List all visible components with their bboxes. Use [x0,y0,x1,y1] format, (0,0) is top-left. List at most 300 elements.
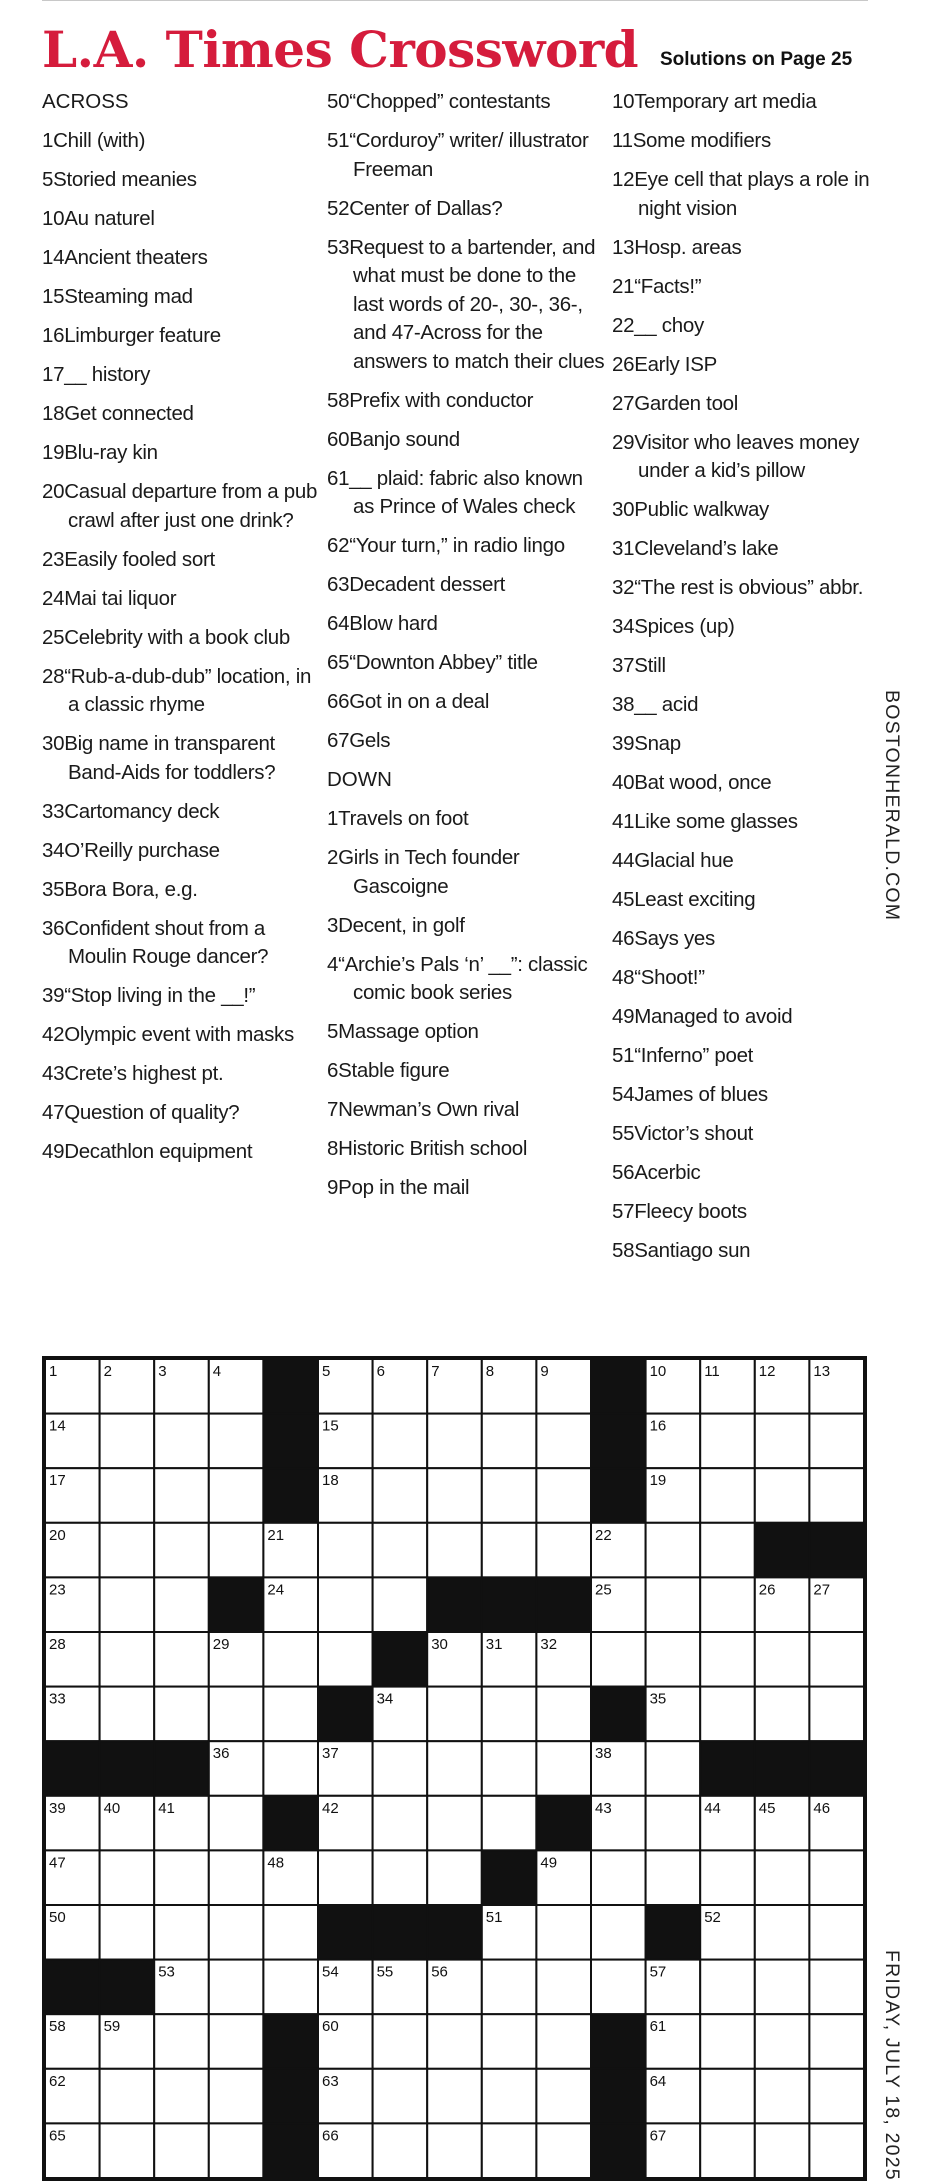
cell-number: 31 [485,1636,503,1653]
grid-cell[interactable] [482,1960,537,2015]
clue-text: Cartomancy deck [64,799,220,823]
black-cell [318,1905,373,1960]
clue-text: Limburger feature [64,324,221,347]
grid-cell[interactable] [427,1741,482,1796]
grid-cell[interactable] [427,1468,482,1523]
grid-cell[interactable] [427,1414,482,1469]
cell-number: 49 [540,1854,558,1872]
grid-cell[interactable] [700,2123,755,2178]
grid-cell[interactable] [209,1687,264,1742]
grid-cell[interactable] [536,1523,591,1578]
grid-cell[interactable] [591,1905,646,1960]
clue-text: “Your turn,” in radio lingo [349,534,565,557]
clue-text: Au naturel [64,207,155,230]
clue-text: “Rub-a-dub-dub” location, in a classic rhyme [64,664,312,716]
clue-number: 43 [42,1062,65,1085]
grid-cell[interactable] [809,1850,864,1905]
clue-number: 10 [42,207,65,230]
clue-text: Decathlon equipment [64,1140,253,1163]
cell-number: 18 [322,1472,339,1490]
clue-item [327,387,609,416]
clue-item [42,663,324,720]
clue-item [42,1138,324,1167]
grid-cell[interactable] [154,1687,209,1742]
grid-cell[interactable] [646,1741,701,1796]
clue-item [612,127,894,156]
grid-cell[interactable] [427,1796,482,1851]
clue-item [327,1174,609,1203]
grid-cell[interactable] [536,1468,591,1523]
black-cell [263,1796,318,1851]
black-cell [591,1687,646,1742]
clue-text: Pop in the mail [338,1176,470,1199]
cell-number: 5 [322,1363,331,1380]
grid-cell[interactable] [700,1523,755,1578]
grid-cell[interactable] [318,1523,373,1578]
clue-number: 23 [42,547,65,571]
grid-cell[interactable] [373,1468,428,1523]
grid-cell[interactable] [100,1632,155,1687]
cell-number: 39 [49,1799,66,1817]
grid-cell[interactable] [427,1850,482,1905]
grid-cell[interactable] [373,1523,428,1578]
grid-cell[interactable] [100,1905,155,1960]
black-cell [427,1577,482,1632]
grid-cell[interactable] [700,2069,755,2124]
grid-cell[interactable] [209,1905,264,1960]
clue-item [327,465,609,522]
clue-number: 33 [42,799,65,823]
clue-text: Least exciting [634,888,756,911]
grid-cell[interactable] [427,2069,482,2124]
black-cell [482,1577,537,1632]
clue-text: “Shoot!” [634,966,705,989]
clue-item [327,844,609,901]
grid-cell[interactable] [809,2014,864,2069]
cell-number: 14 [49,1417,66,1435]
clue-item [42,585,324,614]
grid-cell[interactable] [700,1414,755,1469]
clue-item [42,127,324,156]
clue-item [612,1003,894,1032]
cell-number: 27 [813,1581,831,1599]
clue-number: 67 [327,729,350,752]
clue-number: 5 [42,168,54,191]
clue-number: 64 [327,612,350,635]
grid-cell[interactable] [154,1523,209,1578]
date-side-text: FRIDAY, JULY 18, 2025 [881,1950,903,2181]
clue-number: 13 [612,235,635,259]
grid-cell[interactable] [536,2014,591,2069]
clue-text: __ plaid: fabric also known as Prince of Wales check [349,466,583,518]
grid-cell[interactable] [373,1577,428,1632]
clue-item [42,400,324,429]
clue-item [327,571,609,600]
black-cell [373,1905,428,1960]
grid-cell[interactable] [209,1850,264,1905]
grid-cell[interactable] [318,1577,373,1632]
grid-cell[interactable] [591,1632,646,1687]
grid-cell[interactable] [209,2014,264,2069]
grid-cell[interactable] [154,2069,209,2124]
clue-text: Garden tool [634,391,739,415]
grid-cell[interactable] [755,1687,810,1742]
clue-text: James of blues [634,1083,768,1106]
clue-number: 32 [612,576,635,599]
clue-number: 54 [612,1083,635,1106]
cell-number: 7 [431,1363,440,1380]
grid-cell[interactable] [263,1687,318,1742]
clue-item [42,439,324,468]
grid-cell[interactable] [154,1850,209,1905]
cell-number: 40 [103,1799,121,1817]
clue-number: 18 [42,402,65,425]
grid-cell[interactable] [536,1741,591,1796]
clue-number: 62 [327,534,350,557]
cell-number: 54 [322,1963,339,1981]
clue-number: 44 [612,849,635,872]
grid-cell[interactable] [809,1905,864,1960]
black-cell [536,1796,591,1851]
grid-cell[interactable] [646,1523,701,1578]
black-cell [591,2123,646,2178]
cell-number: 52 [704,1909,721,1926]
grid-cell[interactable] [536,1687,591,1742]
grid-cell[interactable] [373,2069,428,2124]
cell-number: 28 [49,1636,66,1653]
clue-text: Temporary art media [634,90,817,113]
clue-text: Acerbic [634,1161,701,1184]
clue-item [612,312,894,341]
cell-number: 55 [376,1963,394,1981]
grid-cell[interactable] [536,2069,591,2124]
clue-item [327,1135,609,1164]
grid-cell[interactable] [755,2069,810,2124]
grid-cell[interactable] [755,1960,810,2015]
grid-cell[interactable] [100,1850,155,1905]
grid-cell[interactable] [209,2123,264,2178]
grid-cell[interactable] [809,1687,864,1742]
clue-text: Celebrity with a book club [64,625,290,649]
cell-number: 4 [212,1363,222,1380]
grid-cell[interactable] [263,1905,318,1960]
clue-text: Steaming mad [64,285,193,308]
grid-cell[interactable] [100,1577,155,1632]
grid-cell[interactable] [700,1577,755,1632]
clue-item [42,624,324,653]
cell-number: 37 [322,1745,339,1763]
cell-number: 6 [376,1363,385,1380]
grid-cell[interactable] [536,2123,591,2178]
grid-cell[interactable] [427,2014,482,2069]
grid-cell[interactable] [427,1687,482,1742]
grid-cell[interactable] [755,1468,810,1523]
grid-cell[interactable] [427,2123,482,2178]
clue-number: 41 [612,810,635,833]
black-cell [263,1414,318,1469]
cell-number: 17 [49,1472,66,1490]
clue-text: Santiago sun [634,1239,751,1262]
clue-item [612,886,894,915]
grid-cell[interactable] [100,2123,155,2178]
crossword-grid [42,1356,867,2181]
grid-cell[interactable] [482,2123,537,2178]
grid-cell[interactable] [646,1850,701,1905]
cell-number: 21 [267,1526,285,1544]
cell-number: 1 [49,1363,58,1380]
clue-number: 51 [612,1044,635,1067]
grid-cell[interactable] [209,1414,264,1469]
cell-number: 10 [649,1363,667,1380]
cell-number: 46 [813,1799,831,1817]
clue-number: 47 [42,1101,65,1124]
clue-text: Massage option [338,1020,479,1043]
grid-cell[interactable] [700,2014,755,2069]
black-cell [45,1960,100,2015]
cell-number: 50 [49,1909,66,1926]
black-cell [755,1523,810,1578]
black-cell [154,1741,209,1796]
cell-number: 34 [376,1690,394,1708]
clue-item [42,166,324,195]
black-cell [809,1523,864,1578]
clue-number: 57 [612,1200,635,1223]
clue-text: Newman’s Own rival [338,1098,520,1121]
cell-number: 60 [322,2018,339,2036]
clue-number: 1 [327,807,339,830]
clue-text: Managed to avoid [634,1005,793,1028]
clue-item [612,1081,894,1110]
clue-text: “Stop living in the __!” [64,984,256,1007]
grid-cell[interactable] [100,2069,155,2124]
grid-cell[interactable] [646,1632,701,1687]
grid-cell[interactable] [318,1850,373,1905]
clue-item [612,769,894,798]
grid-cell[interactable] [755,1850,810,1905]
clue-text: “Corduroy” writer/ illustrator Freeman [349,129,589,181]
grid-cell[interactable] [591,1960,646,2015]
clue-number: 61 [327,466,350,490]
grid-cell[interactable] [646,1577,701,1632]
clue-number: 37 [612,654,635,677]
clue-item [327,426,609,455]
clue-number: 34 [42,838,65,862]
clue-text: Historic British school [338,1137,528,1160]
grid-cell[interactable] [809,1414,864,1469]
grid-cell[interactable] [373,1414,428,1469]
clue-column-3 [612,88,894,1276]
clue-number: 50 [327,90,350,113]
clue-number: 1 [42,129,54,152]
clue-number: 9 [327,1176,339,1199]
clue-text: Fleecy boots [634,1200,747,1223]
grid-cell[interactable] [373,1741,428,1796]
cell-number: 61 [649,2018,667,2036]
grid-cell[interactable] [755,1905,810,1960]
cell-number: 26 [758,1581,776,1599]
cell-number: 44 [704,1799,721,1817]
clue-item [42,982,324,1011]
grid-cell[interactable] [755,1414,810,1469]
clue-number: 49 [612,1005,635,1028]
grid-cell[interactable] [427,1523,482,1578]
black-cell [591,2014,646,2069]
black-cell [482,1850,537,1905]
grid-cell[interactable] [373,1796,428,1851]
clue-number: 52 [327,196,350,220]
clue-text: Olympic event with masks [64,1023,294,1046]
clue-text: Decent, in golf [338,913,465,937]
grid-cell[interactable] [154,2123,209,2178]
cell-number: 12 [758,1363,776,1380]
grid-cell[interactable] [700,1687,755,1742]
cell-number: 65 [49,2127,66,2145]
cell-number: 67 [649,2127,667,2145]
black-cell [263,1359,318,1414]
clue-item [612,964,894,993]
grid-cell[interactable] [482,1414,537,1469]
grid-cell[interactable] [809,1468,864,1523]
clue-text: Spices (up) [634,615,735,638]
cell-number: 2 [103,1363,112,1380]
clue-item [327,532,609,561]
grid-cell[interactable] [100,1687,155,1742]
grid-cell[interactable] [809,1632,864,1687]
clue-item [612,1198,894,1227]
black-cell [318,1687,373,1742]
clue-number: 29 [612,430,635,454]
cell-number: 64 [649,2072,667,2090]
clue-number: 15 [42,285,65,308]
clue-text: Blu-ray kin [64,441,158,464]
black-cell [373,1632,428,1687]
grid-cell[interactable] [700,1850,755,1905]
grid-cell[interactable] [209,1468,264,1523]
grid-cell[interactable] [482,1741,537,1796]
grid-cell[interactable] [373,1850,428,1905]
grid-cell[interactable] [209,1796,264,1851]
clue-text: Early ISP [634,352,717,376]
clue-number: 56 [612,1161,635,1184]
clue-item [612,730,894,759]
grid-cell[interactable] [646,1796,701,1851]
top-rule [42,0,868,1]
grid-cell[interactable] [154,1632,209,1687]
grid-cell[interactable] [154,1468,209,1523]
grid-cell[interactable] [209,2069,264,2124]
grid-cell[interactable] [100,1468,155,1523]
grid-cell[interactable] [373,2014,428,2069]
clue-number: 55 [612,1122,635,1145]
clue-text: Eye cell that plays a role in night vision [634,168,870,220]
grid-cell[interactable] [809,1960,864,2015]
black-cell [809,1741,864,1796]
grid-cell[interactable] [591,1850,646,1905]
cell-number: 22 [595,1526,612,1544]
grid-cell[interactable] [373,2123,428,2178]
grid-cell[interactable] [263,1632,318,1687]
grid-cell[interactable] [154,1577,209,1632]
cell-number: 47 [49,1854,66,1872]
grid-cell[interactable] [700,1468,755,1523]
clue-text: Banjo sound [349,427,460,451]
grid-cell[interactable] [700,1960,755,2015]
clue-number: 26 [612,352,635,376]
grid-cell[interactable] [700,1632,755,1687]
clue-number: 30 [612,498,635,521]
clue-item [327,234,609,377]
clue-text: __ history [64,363,151,386]
grid-cell[interactable] [809,2123,864,2178]
cell-number: 33 [49,1690,66,1708]
grid-cell[interactable] [482,2069,537,2124]
grid-cell[interactable] [536,1960,591,2015]
clue-number: 35 [42,877,65,901]
grid-cell[interactable] [154,1414,209,1469]
clue-text: Big name in transparent Band-Aids for toddlers? [64,732,276,784]
black-cell [700,1741,755,1796]
cell-number: 35 [649,1690,667,1708]
clue-number: 24 [42,586,65,610]
grid-cell[interactable] [209,1523,264,1578]
cell-number: 62 [49,2072,66,2090]
clue-text: Request to a bartender, and what must be done to the last words of 20-, 30-, 36-, and 47-Across for the answers to match their clues [349,235,605,373]
grid-cell[interactable] [154,2014,209,2069]
clue-item [327,912,609,941]
clue-number: 16 [42,324,65,347]
black-cell [45,1741,100,1796]
cell-number: 51 [485,1909,503,1926]
grid-cell[interactable] [263,1960,318,2015]
clue-item [42,798,324,827]
grid-cell[interactable] [318,1632,373,1687]
grid-cell[interactable] [536,1905,591,1960]
clue-text: “Chopped” contestants [349,90,551,113]
grid-cell[interactable] [100,1523,155,1578]
grid-cell[interactable] [755,2014,810,2069]
clue-number: 39 [42,984,65,1007]
clue-number: 4 [327,952,339,976]
grid-cell[interactable] [263,1741,318,1796]
grid-cell[interactable] [755,1632,810,1687]
grid-cell[interactable] [154,1905,209,1960]
cell-number: 53 [158,1963,175,1981]
grid-cell[interactable] [482,1796,537,1851]
grid-cell[interactable] [209,1960,264,2015]
clue-item [42,1099,324,1128]
cell-number: 3 [158,1363,167,1380]
grid-cell[interactable] [482,2014,537,2069]
grid-cell[interactable] [482,1468,537,1523]
clue-text: Like some glasses [634,810,798,833]
grid-cell[interactable] [482,1687,537,1742]
clue-item [42,1060,324,1089]
clue-item [327,127,609,184]
grid-cell[interactable] [100,1414,155,1469]
clue-number: 53 [327,235,350,259]
grid-cell[interactable] [536,1414,591,1469]
grid-cell[interactable] [809,2069,864,2124]
black-cell [209,1577,264,1632]
clue-number: 10 [612,90,635,113]
cell-number: 59 [103,2018,121,2036]
grid-cell[interactable] [755,2123,810,2178]
grid-cell[interactable] [482,1523,537,1578]
clue-text: Easily fooled sort [64,547,215,571]
cell-number: 57 [649,1963,667,1981]
clue-item [612,574,894,603]
cell-number: 63 [322,2072,339,2090]
